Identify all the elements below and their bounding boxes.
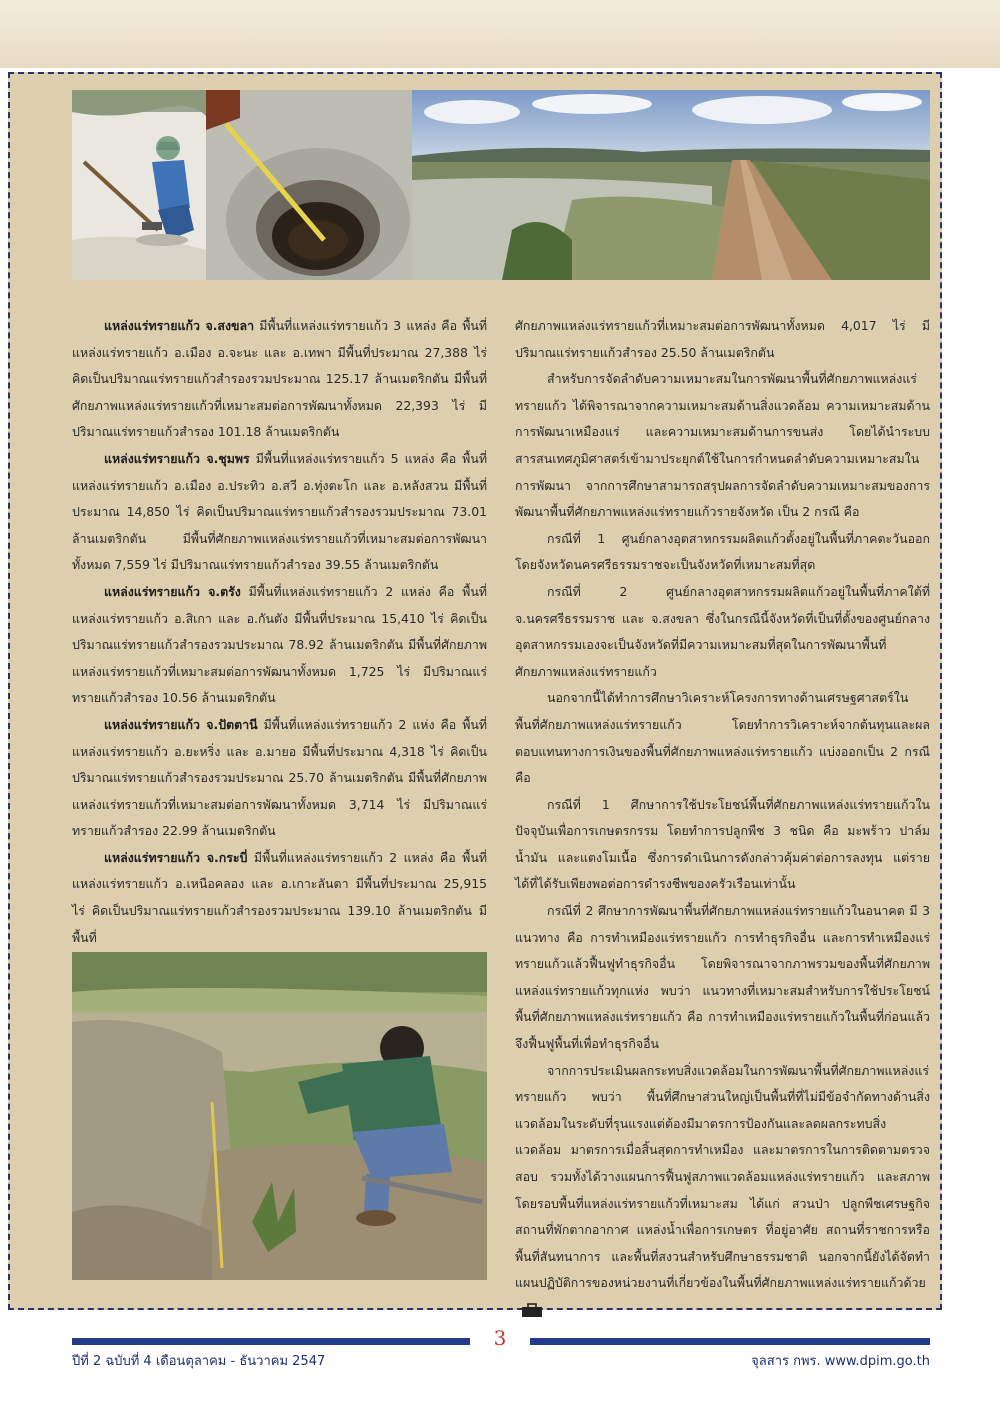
paragraph-text: มีพื้นที่แหล่งแร่ทรายแก้ว 5 แหล่ง คือ พื้นที่แหล่งแร่ทรายแก้ว อ.เมือง อ.ประทิว อ.สวี อ.ทุ่งตะโก และ อ.หลังสวน มีพื้นที่ประมาณ 14,850 ไร่ คิดเป็นปริมาณแร่ทรายแก้วสำรองรวมประมาณ 73.01 ล้านเมตริกตัน มีพื้นที่ศักยภาพแหล่งแร่ทรายแก้วที่เหมาะสมต่อการพัฒนาทั้งหมด 7,559 ไร่ มีปริมาณแร่ทรายแก้วสำรอง 39.55 ล้านเมตริกตัน — [72, 450, 487, 573]
briefcase-end-icon — [521, 1303, 543, 1317]
paragraph-text: มีพื้นที่แหล่งแร่ทรายแก้ว 2 แห่ง คือ พื้นที่แหล่งแร่ทรายแก้ว อ.ยะหริ่ง และ อ.มายอ มีพื้นที่ประมาณ 4,318 ไร่ คิดเป็นปริมาณแร่ทรายแก้วสำรองรวมประมาณ 25.70 ล้านเมตริกตัน มีพื้นที่ศักยภาพแหล่งแร่ทรายแก้วที่เหมาะสมต่อการพัฒนาทั้งหมด 3,714 ไร่ มีปริมาณแร่ทรายแก้วสำรอง 22.99 ล้านเมตริกตัน — [72, 716, 487, 839]
journal-url: จุลสาร กพร. www.dpim.go.th — [751, 1354, 930, 1369]
photo-worker — [72, 90, 206, 280]
paragraph-text: จากการประเมินผลกระทบสิ่งแวดล้อมในการพัฒนาพื้นที่ศักยภาพแหล่งแร่ทรายแก้ว พบว่า พื้นที่ศึกษาส่วนใหญ่เป็นพื้นที่ที่ไม่มีข้อจำกัดทางด้านสิ่งแวดล้อมในระดับที่รุนแรงแต่ต้องมีมาตรการป้องกันและลดผลกระทบสิ่งแวดล้อม มาตรการเมื่อสิ้นสุดการทำเหมือง และมาตรการในการติดตามตรวจสอบ รวมทั้งได้วางแผนการฟื้นฟูสภาพแวดล้อมแหล่งแร่ทรายแก้ว และสภาพโดยรอบพื้นที่แหล่งแร่ทรายแก้วที่เหมาะสม ได้แก่ สวนป่า ปลูกพืชเศรษฐกิจ สถานที่พักตากอากาศ แหล่งน้ำเพื่อการเกษตร ที่อยู่อาศัย สถานที่ราชการหรือพื้นที่สันทนาการ และพื้นที่สงวนสำหรับศึกษาธรรมชาติ นอกจากนี้ยังได้จัดทำแผนปฏิบัติการของหน่วยงานที่เกี่ยวข้องในพื้นที่ศักยภาพแหล่งแร่ทรายแก้วด้วย — [515, 1062, 930, 1291]
paragraph-text: มีพื้นที่แหล่งแร่ทรายแก้ว 3 แหล่ง คือ พื้นที่แหล่งแร่ทรายแก้ว อ.เมือง อ.จะนะ และ อ.เทพา มีพื้นที่ประมาณ 27,388 ไร่ คิดเป็นปริมาณแร่ทรายแก้วสำรองรวมประมาณ 125.17 ล้านเมตริกตัน มีพื้นที่ศักยภาพแหล่งแร่ทรายแก้วที่เหมาะสมต่อการพัฒนาทั้งหมด 22,393 ไร่ มีปริมาณแร่ทรายแก้วสำรอง 101.18 ล้านเมตริกตัน — [72, 318, 488, 440]
paragraph-econ-case-1: กรณีที่ 1 ศึกษาการใช้ประโยชน์พื้นที่ศักยภาพแหล่งแร่ทรายแก้วในปัจจุบันเพื่อการเกษตรกรรม โดยทำการปลูกพืช 3 ชนิด คือ มะพร้าว ปาล์มน้ำมัน และแตงโมเนื้อ ซึ่งการดำเนินการดังกล่าวคุ้มค่าต่อการลงทุน แต่รายได้ที่ได้รับเพียงพอต่อการดำรงชีพของครัวเรือนเท่านั้น — [515, 796, 930, 892]
paragraph-ranking: สำหรับการจัดลำดับความเหมาะสมในการพัฒนาพื้นที่ศักยภาพแหล่งแร่ทรายแก้ว ได้พิจารณาจากความเหมาะสมด้านสิ่งแวดล้อม ความเหมาะสมด้านการพัฒนาเหมืองแร่ และความเหมาะสมด้านการขนส่ง โดยได้นำระบบสารสนเทศภูมิศาสตร์เข้ามาประยุกต์ใช้ในการกำหนดลำดับความเหมาะสมในการพัฒนา จากการศึกษาสามารถสรุปผลการจัดลำดับความเหมาะสมของการพัฒนาพื้นที่ศักยภาพแหล่งแร่ทรายแก้วรายจังหวัด เป็น 2 กรณี คือ — [515, 371, 930, 520]
paragraph-text: มีพื้นที่แหล่งแร่ทรายแก้ว 2 แหล่ง คือ พื้นที่แหล่งแร่ทรายแก้ว อ.สิเกา และ อ.กันตัง มีพื้นที่ประมาณ 15,410 ไร่ คิดเป็นปริมาณแร่ทรายแก้วสำรองรวมประมาณ 78.92 ล้านเมตริกตัน มีพื้นที่ศักยภาพแหล่งแร่ทรายแก้วที่เหมาะสมต่อการพัฒนาทั้งหมด 1,725 ไร่ มีปริมาณแร่ทรายแก้วสำรอง 10.56 ล้านเมตริกตัน — [72, 583, 487, 706]
paragraph-case-1: กรณีที่ 1 ศูนย์กลางอุตสาหกรรมผลิตแก้วตั้งอยู่ในพื้นที่ภาคตะวันออก โดยจังหวัดนครศรีธรรมราชจะเป็นจังหวัดที่เหมาะสมที่สุด — [515, 530, 930, 573]
paragraph-heading: แหล่งแร่ทรายแก้ว จ.ชุมพร — [104, 450, 250, 466]
paragraph-krabi — [72, 845, 487, 951]
photo-landscape — [412, 90, 930, 280]
photo-pit — [206, 90, 412, 280]
header-band — [0, 0, 1000, 68]
footer-rule-right — [530, 1338, 930, 1345]
paragraph-heading: แหล่งแร่ทรายแก้ว จ.ปัตตานี — [104, 716, 258, 732]
paragraph-economics: นอกจากนี้ได้ทำการศึกษาวิเคราะห์โครงการทางด้านเศรษฐศาสตร์ในพื้นที่ศักยภาพแหล่งแร่ทรายแก้ว โดยทำการวิเคราะห์จากต้นทุนและผลตอบแทนทางการเงินของพื้นที่ศักยภาพแหล่งแร่ทรายแก้ว แบ่งออกเป็น 2 กรณี คือ — [515, 690, 930, 786]
paragraph-heading: แหล่งแร่ทรายแก้ว จ.ตรัง — [104, 583, 241, 599]
photo-sampling — [72, 952, 487, 1280]
right-column — [515, 313, 930, 1324]
paragraph-econ-case-2: กรณีที่ 2 ศึกษาการพัฒนาพื้นที่ศักยภาพแหล่งแร่ทรายแก้วในอนาคต มี 3 แนวทาง คือ การทำเหมืองแร่ทรายแก้ว การทำธุรกิจอื่น และการทำเหมืองแร่ทรายแก้วแล้วฟื้นฟูทำธุรกิจอื่น โดยพิจารณาจากภาพรวมของพื้นที่ศักยภาพแหล่งแร่ทรายแก้วทุกแห่ง พบว่า แนวทางที่เหมาะสมสำหรับการใช้ประโยชน์พื้นที่ศักยภาพแหล่งแร่ทรายแก้ว คือ การทำเหมืองแร่ทรายแก้วในพื้นที่ก่อนแล้วจึงฟื้นฟูพื้นที่เพื่อทำธุรกิจอื่น — [515, 903, 930, 1052]
paragraph-trang — [72, 579, 487, 712]
issue-info: ปีที่ 2 ฉบับที่ 4 เดือนตุลาคม - ธันวาคม 2547 — [72, 1354, 326, 1369]
paragraph-environment — [515, 1058, 930, 1324]
paragraph-krabi-continued: ศักยภาพแหล่งแร่ทรายแก้วที่เหมาะสมต่อการพัฒนาทั้งหมด 4,017 ไร่ มีปริมาณแร่ทรายแก้วสำรอง 25.50 ล้านเมตริกตัน — [515, 318, 930, 360]
paragraph-case-2: กรณีที่ 2 ศูนย์กลางอุตสาหกรรมผลิตแก้วอยู่ในพื้นที่ภาคใต้ที่ จ.นครศรีธรรมราช และ จ.สงขลา ซึ่งในกรณีนี้จังหวัดที่เป็นที่ตั้งของศูนย์กลางอุตสาหกรรมเองจะเป็นจังหวัดที่มีความเหมาะสมที่สุดในการพัฒนาพื้นที่ศักยภาพแหล่งแร่ทรายแก้ว — [515, 583, 930, 679]
paragraph-chumphon — [72, 446, 487, 579]
left-column — [72, 313, 487, 951]
footer-rule-left — [72, 1338, 470, 1345]
paragraph-text: มีพื้นที่แหล่งแร่ทรายแก้ว 2 แหล่ง คือ พื้นที่แหล่งแร่ทรายแก้ว อ.เหนือคลอง และ อ.เกาะลันตา มีพื้นที่ประมาณ 25,915 ไร่ คิดเป็นปริมาณแร่ทรายแก้วสำรองรวมประมาณ 139.10 ล้านเมตริกตัน มีพื้นที่ — [72, 849, 487, 945]
paragraph-songkhla — [72, 313, 487, 446]
paragraph-heading: แหล่งแร่ทรายแก้ว จ.กระบี่ — [104, 849, 248, 865]
page-number: 3 — [493, 1326, 507, 1350]
paragraph-pattani — [72, 712, 487, 845]
paragraph-heading: แหล่งแร่ทรายแก้ว จ.สงขลา — [104, 318, 255, 333]
